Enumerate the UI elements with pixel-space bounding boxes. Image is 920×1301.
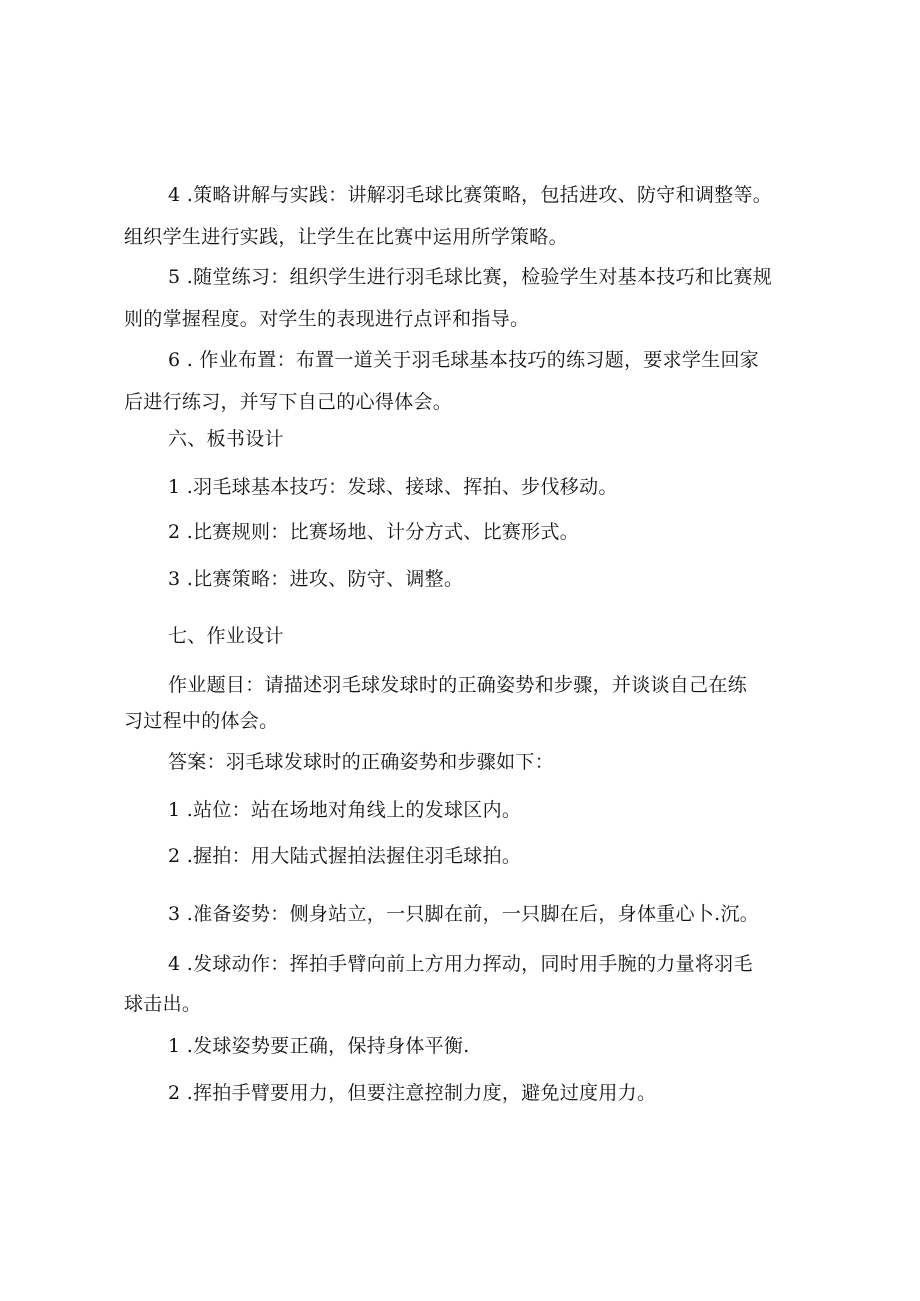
text-line: 组织学生进行实践，让学生在比赛中运用所学策略。 <box>124 226 568 248</box>
paragraph-practice <box>124 256 773 340</box>
paragraph-strategy <box>124 174 773 258</box>
paragraph-homework-question <box>124 667 748 739</box>
text-line: 习过程中的体会。 <box>124 710 279 732</box>
list-item: 3 .准备姿势：侧身站立，一只脚在前，一只脚在后，身体重心卜.沉。 <box>168 903 760 925</box>
list-item: 3 .比赛策略：进攻、防守、调整。 <box>168 568 464 590</box>
list-item: 1 .站位：站在场地对角线上的发球区内。 <box>168 799 522 821</box>
text-line: 4 .发球动作：挥拍手臂向前上方用力挥动，同时用手腕的力量将羽毛 <box>168 953 753 975</box>
list-item: 2 .比赛规则：比赛场地、计分方式、比赛形式。 <box>168 521 580 543</box>
list-item: 1 .发球姿势要正确，保持身体平衡. <box>168 1035 470 1057</box>
text-line: 作业题目：请描述羽毛球发球时的正确姿势和步骤，并谈谈自己在练 <box>168 674 748 696</box>
text-line: 球击出。 <box>124 993 202 1015</box>
text-line: 5 .随堂练习：组织学生进行羽毛球比赛，检验学生对基本技巧和比赛规 <box>168 266 773 288</box>
list-item: 1 .羽毛球基本技巧：发球、接球、挥拍、步伐移动。 <box>168 476 618 498</box>
list-item: 2 .挥拍手臂要用力，但要注意控制力度，避免过度用力。 <box>168 1082 657 1104</box>
answer-intro: 答案：羽毛球发球时的正确姿势和步骤如下： <box>168 751 555 773</box>
paragraph-homework-assignment <box>124 339 760 423</box>
section-heading-homework: 七、作业设计 <box>168 625 284 647</box>
text-line: 6 . 作业布置：布置一道关于羽毛球基本技巧的练习题，要求学生回家 <box>168 349 760 371</box>
text-line: 4 .策略讲解与实践：讲解羽毛球比赛策略，包括进攻、防守和调整等。 <box>168 184 773 206</box>
text-line: 则的掌握程度。对学生的表现进行点评和指导。 <box>124 308 530 330</box>
paragraph-serve-action <box>124 944 753 1024</box>
list-item: 2 .握拍：用大陆式握拍法握住羽毛球拍。 <box>168 845 522 867</box>
section-heading-blackboard: 六、板书设计 <box>168 428 284 450</box>
text-line: 后进行练习，并写下自己的心得体会。 <box>124 391 453 413</box>
